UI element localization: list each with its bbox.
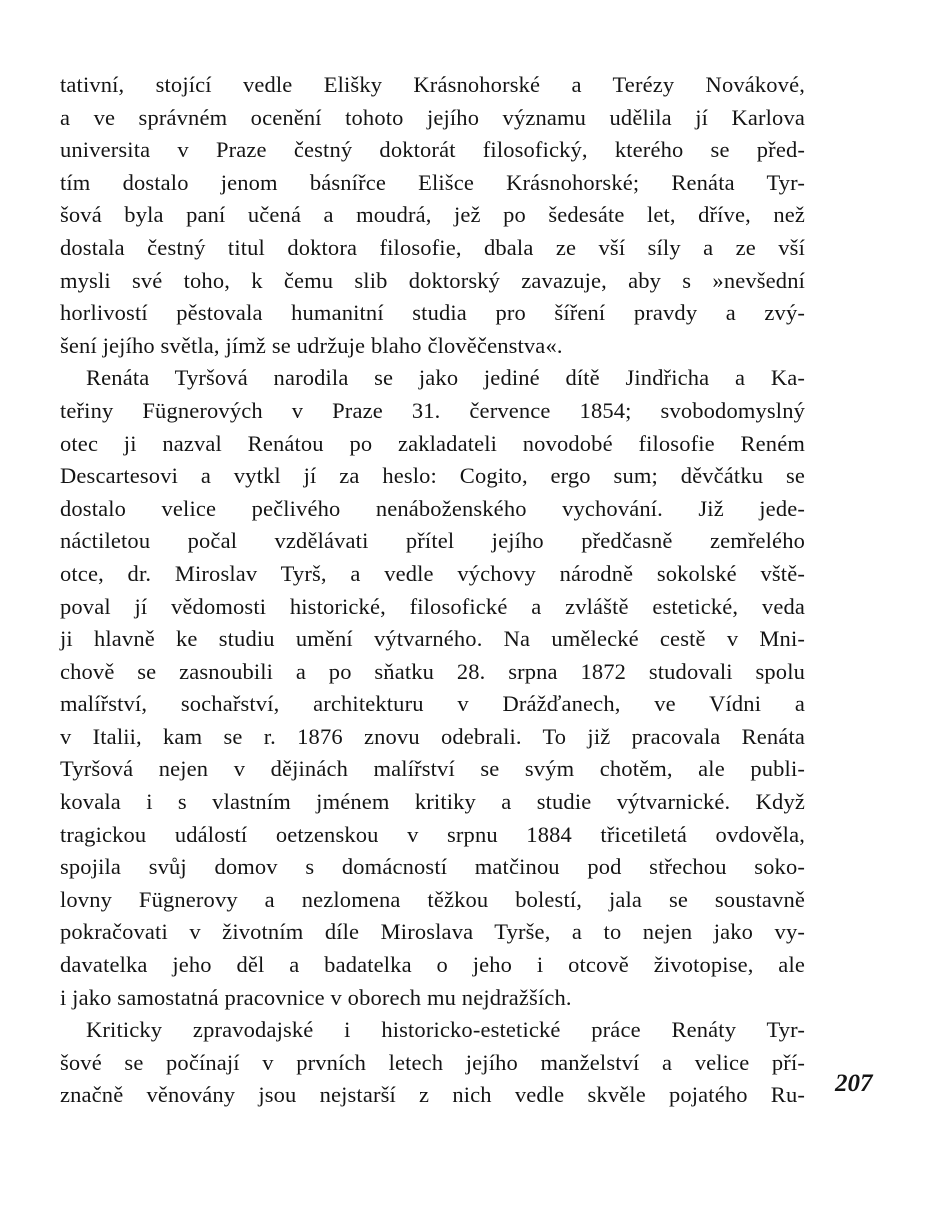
text-line: otec ji nazval Renátou po zakladateli novodobé filosofie Reném: [60, 430, 805, 456]
text-line: mysli své toho, k čemu slib doktorský zavazuje, aby s »nevšední: [60, 267, 805, 293]
text-line: Renáta Tyršová narodila se jako jediné dítě Jindřicha a Ka-: [86, 365, 805, 391]
text-line: davatelka jeho děl a badatelka o jeho i otcově životopise, ale: [60, 952, 805, 978]
text-line: šová byla paní učená a moudrá, jež po šedesáte let, dříve, než: [60, 202, 805, 228]
page-text: [60, 69, 805, 1112]
text-line: teřiny Fügnerových v Praze 31. července 1854; svobodomyslný: [60, 397, 805, 423]
text-line: universita v Praze čestný doktorát filosofický, kterého se před-: [60, 137, 805, 163]
text-line: Tyršová nejen v dějinách malířství se svým chotěm, ale publi-: [60, 756, 805, 782]
text-line: tím dostalo jenom básnířce Elišce Krásnohorské; Renáta Tyr-: [60, 169, 805, 195]
text-line: ji hlavně ke studiu umění výtvarného. Na umělecké cestě v Mni-: [60, 626, 805, 652]
text-line: dostala čestný titul doktora filosofie, dbala ze vší síly a ze vší: [60, 234, 805, 260]
text-line: lovny Fügnerovy a nezlomena těžkou bolestí, jala se soustavně: [60, 886, 805, 912]
text-line: spojila svůj domov s domácností matčinou pod střechou soko-: [60, 854, 805, 880]
text-line: Kriticky zpravodajské i historicko-estetické práce Renáty Tyr-: [86, 1017, 805, 1043]
text-line: pokračovati v životním díle Miroslava Tyrše, a to nejen jako vy-: [60, 919, 805, 945]
text-line: kovala i s vlastním jménem kritiky a studie výtvarnické. Když: [60, 789, 805, 815]
text-line: dostalo velice pečlivého nenáboženského vychování. Již jede-: [60, 495, 805, 521]
text-line: tativní, stojící vedle Elišky Krásnohorské a Terézy Novákové,: [60, 72, 805, 97]
text-line: a ve správném ocenění tohoto jejího významu udělila jí Karlova: [60, 104, 805, 130]
text-line: chově se zasnoubili a po sňatku 28. srpna 1872 studovali spolu: [60, 658, 805, 684]
text-line: šové se počínají v prvních letech jejího manželství a velice pří-: [60, 1049, 805, 1075]
text-line: Descartesovi a vytkl jí za heslo: Cogito, ergo sum; děvčátku se: [60, 463, 805, 489]
text-line: tragickou událostí oetzenskou v srpnu 1884 třicetiletá ovdověla,: [60, 821, 805, 847]
page-number: 207: [835, 1070, 873, 1097]
text-line: šení jejího světla, jímž se udržuje blaho člověčenstva«.: [60, 332, 563, 358]
text-line: malířství, sochařství, architekturu v Drážďanech, ve Vídni a: [60, 691, 805, 717]
text-line: otce, dr. Miroslav Tyrš, a vedle výchovy národně sokolské vště-: [60, 560, 805, 586]
text-line: horlivostí pěstovala humanitní studia pro šíření pravdy a zvý-: [60, 300, 805, 326]
text-line: náctiletou počal vzdělávati přítel jejího předčasně zemřelého: [60, 528, 805, 554]
text-line: v Italii, kam se r. 1876 znovu odebrali. To již pracovala Renáta: [60, 723, 805, 749]
text-line: poval jí vědomosti historické, filosofické a zvláště estetické, veda: [60, 593, 805, 619]
text-line: i jako samostatná pracovnice v oborech mu nejdražších.: [60, 984, 572, 1010]
text-line: značně věnovány jsou nejstarší z nich vedle skvěle pojatého Ru-: [60, 1082, 805, 1108]
